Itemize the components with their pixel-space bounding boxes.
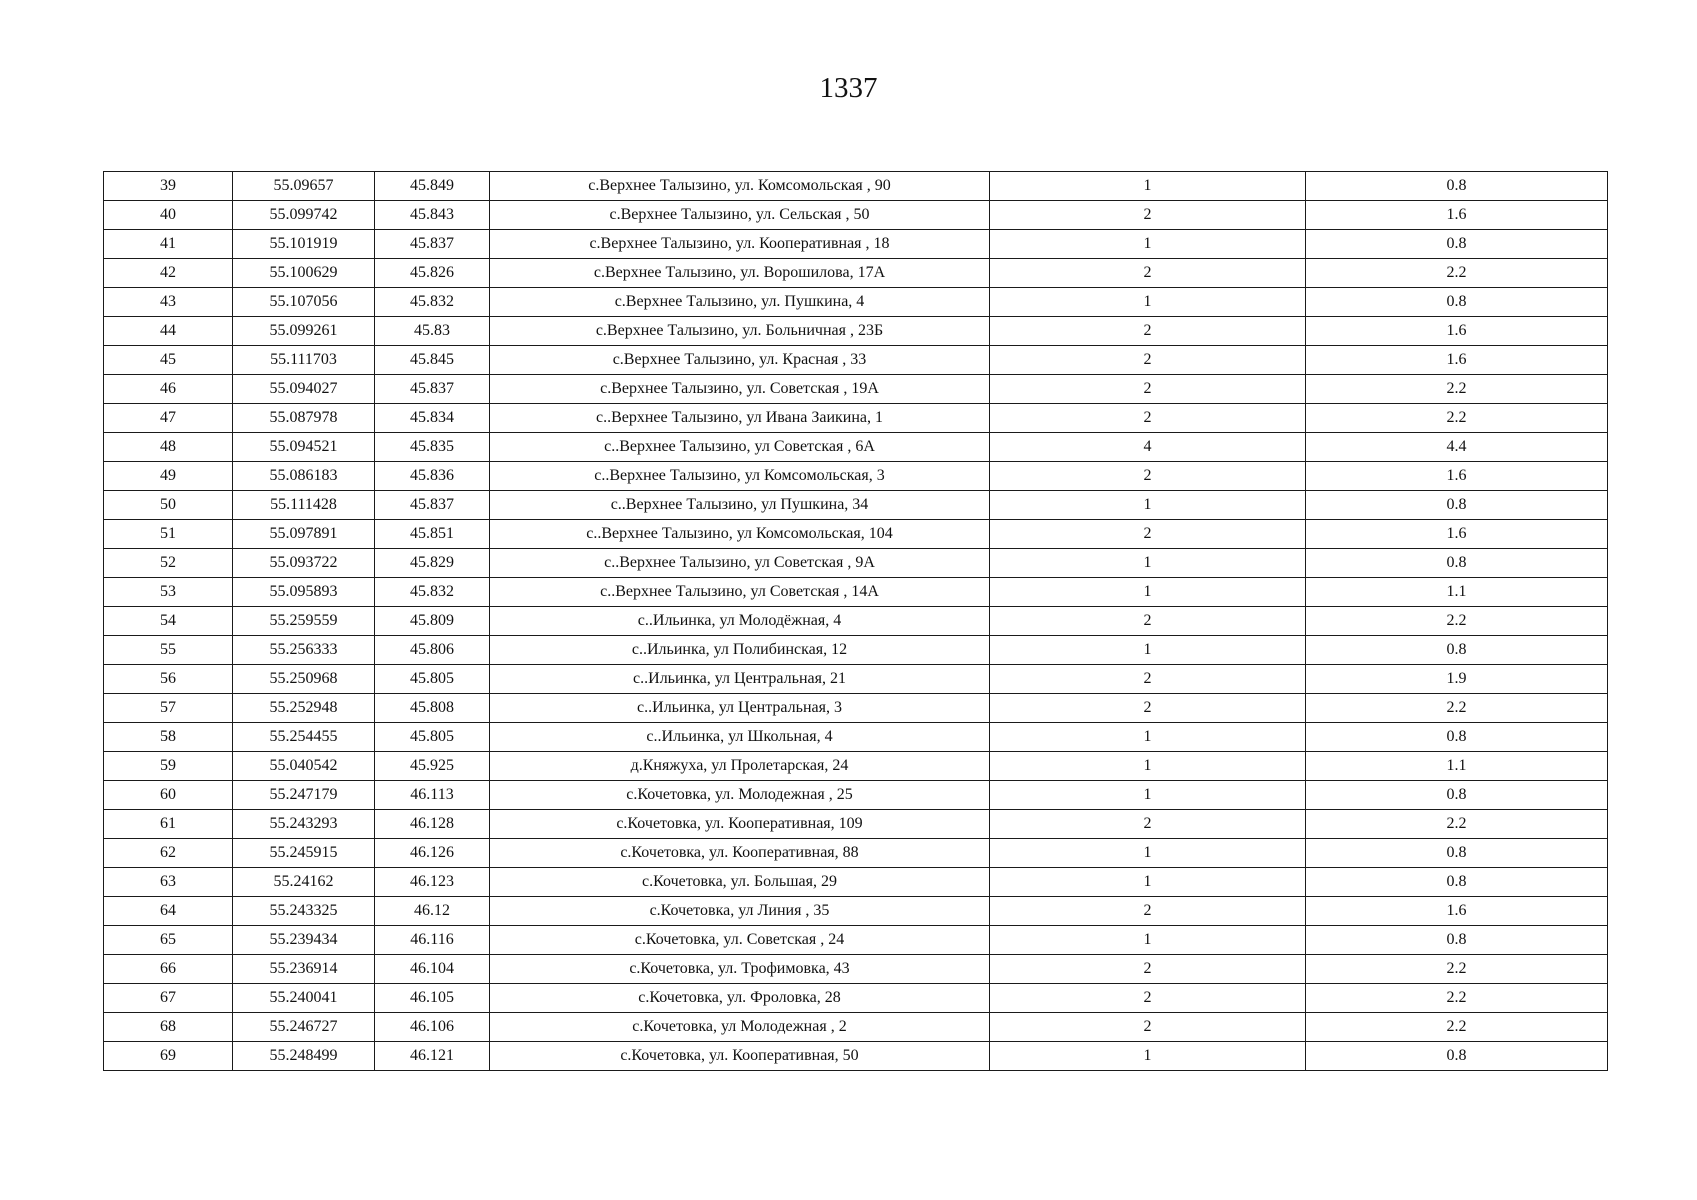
- value-cell: 0.8: [1306, 288, 1608, 317]
- longitude-cell: 46.123: [375, 868, 490, 897]
- count-cell: 2: [990, 375, 1306, 404]
- table-row: [104, 723, 1608, 752]
- count-cell: 1: [990, 926, 1306, 955]
- row-number-cell: 52: [104, 549, 233, 578]
- address-cell: с.Верхнее Талызино, ул. Ворошилова, 17А: [490, 259, 990, 288]
- value-cell: 1.6: [1306, 346, 1608, 375]
- count-cell: 2: [990, 810, 1306, 839]
- address-cell: с..Верхнее Талызино, ул Советская , 9А: [490, 549, 990, 578]
- row-number-cell: 51: [104, 520, 233, 549]
- address-cell: с.Верхнее Талызино, ул. Красная , 33: [490, 346, 990, 375]
- address-cell: с.Кочетовка, ул. Большая, 29: [490, 868, 990, 897]
- latitude-cell: 55.099261: [233, 317, 375, 346]
- table-row: [104, 172, 1608, 201]
- address-cell: с.Кочетовка, ул Молодежная , 2: [490, 1013, 990, 1042]
- value-cell: 2.2: [1306, 984, 1608, 1013]
- count-cell: 2: [990, 259, 1306, 288]
- table-row: [104, 1013, 1608, 1042]
- count-cell: 2: [990, 201, 1306, 230]
- count-cell: 1: [990, 1042, 1306, 1071]
- table-row: [104, 752, 1608, 781]
- longitude-cell: 45.83: [375, 317, 490, 346]
- table-row: [104, 984, 1608, 1013]
- table-row: [104, 288, 1608, 317]
- latitude-cell: 55.252948: [233, 694, 375, 723]
- address-cell: с..Верхнее Талызино, ул Комсомольская, 104: [490, 520, 990, 549]
- count-cell: 2: [990, 1013, 1306, 1042]
- count-cell: 2: [990, 462, 1306, 491]
- address-cell: с..Ильинка, ул Молодёжная, 4: [490, 607, 990, 636]
- address-cell: с.Верхнее Талызино, ул. Сельская , 50: [490, 201, 990, 230]
- address-cell: с.Кочетовка, ул. Советская , 24: [490, 926, 990, 955]
- table-row: [104, 607, 1608, 636]
- row-number-cell: 68: [104, 1013, 233, 1042]
- latitude-cell: 55.254455: [233, 723, 375, 752]
- address-cell: с..Ильинка, ул Центральная, 21: [490, 665, 990, 694]
- row-number-cell: 40: [104, 201, 233, 230]
- latitude-cell: 55.24162: [233, 868, 375, 897]
- longitude-cell: 45.832: [375, 578, 490, 607]
- count-cell: 2: [990, 897, 1306, 926]
- value-cell: 0.8: [1306, 1042, 1608, 1071]
- latitude-cell: 55.243325: [233, 897, 375, 926]
- table-row: [104, 839, 1608, 868]
- longitude-cell: 45.809: [375, 607, 490, 636]
- longitude-cell: 46.121: [375, 1042, 490, 1071]
- latitude-cell: 55.100629: [233, 259, 375, 288]
- count-cell: 1: [990, 723, 1306, 752]
- latitude-cell: 55.243293: [233, 810, 375, 839]
- address-cell: с.Кочетовка, ул. Кооперативная, 88: [490, 839, 990, 868]
- count-cell: 1: [990, 288, 1306, 317]
- row-number-cell: 49: [104, 462, 233, 491]
- latitude-cell: 55.259559: [233, 607, 375, 636]
- address-cell: с.Верхнее Талызино, ул. Пушкина, 4: [490, 288, 990, 317]
- value-cell: 1.6: [1306, 520, 1608, 549]
- count-cell: 1: [990, 636, 1306, 665]
- latitude-cell: 55.111703: [233, 346, 375, 375]
- count-cell: 1: [990, 491, 1306, 520]
- longitude-cell: 45.925: [375, 752, 490, 781]
- address-cell: с.Кочетовка, ул. Трофимовка, 43: [490, 955, 990, 984]
- table-row: [104, 230, 1608, 259]
- value-cell: 0.8: [1306, 636, 1608, 665]
- table-row: [104, 665, 1608, 694]
- value-cell: 0.8: [1306, 926, 1608, 955]
- latitude-cell: 55.094521: [233, 433, 375, 462]
- count-cell: 1: [990, 752, 1306, 781]
- longitude-cell: 45.851: [375, 520, 490, 549]
- value-cell: 2.2: [1306, 694, 1608, 723]
- value-cell: 0.8: [1306, 839, 1608, 868]
- address-cell: с..Верхнее Талызино, ул Советская , 14А: [490, 578, 990, 607]
- longitude-cell: 46.126: [375, 839, 490, 868]
- table-row: [104, 346, 1608, 375]
- count-cell: 1: [990, 839, 1306, 868]
- row-number-cell: 63: [104, 868, 233, 897]
- value-cell: 0.8: [1306, 868, 1608, 897]
- longitude-cell: 46.116: [375, 926, 490, 955]
- value-cell: 1.6: [1306, 201, 1608, 230]
- count-cell: 2: [990, 984, 1306, 1013]
- row-number-cell: 66: [104, 955, 233, 984]
- row-number-cell: 57: [104, 694, 233, 723]
- longitude-cell: 46.105: [375, 984, 490, 1013]
- row-number-cell: 54: [104, 607, 233, 636]
- table-row: [104, 462, 1608, 491]
- row-number-cell: 56: [104, 665, 233, 694]
- value-cell: 0.8: [1306, 723, 1608, 752]
- longitude-cell: 45.845: [375, 346, 490, 375]
- value-cell: 1.1: [1306, 578, 1608, 607]
- table-row: [104, 317, 1608, 346]
- count-cell: 2: [990, 346, 1306, 375]
- table-row: [104, 781, 1608, 810]
- longitude-cell: 45.805: [375, 723, 490, 752]
- address-cell: с.Кочетовка, ул. Кооперативная, 109: [490, 810, 990, 839]
- count-cell: 1: [990, 230, 1306, 259]
- latitude-cell: 55.256333: [233, 636, 375, 665]
- longitude-cell: 45.837: [375, 230, 490, 259]
- longitude-cell: 45.829: [375, 549, 490, 578]
- table-row: [104, 549, 1608, 578]
- longitude-cell: 45.808: [375, 694, 490, 723]
- longitude-cell: 45.806: [375, 636, 490, 665]
- value-cell: 2.2: [1306, 607, 1608, 636]
- row-number-cell: 64: [104, 897, 233, 926]
- longitude-cell: 45.832: [375, 288, 490, 317]
- longitude-cell: 45.837: [375, 375, 490, 404]
- row-number-cell: 58: [104, 723, 233, 752]
- address-cell: с.Верхнее Талызино, ул. Больничная , 23Б: [490, 317, 990, 346]
- latitude-cell: 55.107056: [233, 288, 375, 317]
- data-table: [103, 171, 1608, 1071]
- count-cell: 2: [990, 404, 1306, 433]
- value-cell: 0.8: [1306, 549, 1608, 578]
- table-row: [104, 955, 1608, 984]
- longitude-cell: 45.849: [375, 172, 490, 201]
- table-row: [104, 636, 1608, 665]
- longitude-cell: 46.104: [375, 955, 490, 984]
- row-number-cell: 59: [104, 752, 233, 781]
- address-cell: с.Верхнее Талызино, ул. Советская , 19А: [490, 375, 990, 404]
- latitude-cell: 55.248499: [233, 1042, 375, 1071]
- value-cell: 2.2: [1306, 1013, 1608, 1042]
- row-number-cell: 43: [104, 288, 233, 317]
- table-row: [104, 259, 1608, 288]
- count-cell: 2: [990, 607, 1306, 636]
- latitude-cell: 55.097891: [233, 520, 375, 549]
- longitude-cell: 46.12: [375, 897, 490, 926]
- address-cell: с..Верхнее Талызино, ул Советская , 6А: [490, 433, 990, 462]
- table-row: [104, 810, 1608, 839]
- value-cell: 0.8: [1306, 230, 1608, 259]
- table-row: [104, 694, 1608, 723]
- table-body: [104, 172, 1608, 1071]
- longitude-cell: 45.835: [375, 433, 490, 462]
- count-cell: 2: [990, 955, 1306, 984]
- latitude-cell: 55.236914: [233, 955, 375, 984]
- count-cell: 1: [990, 549, 1306, 578]
- count-cell: 2: [990, 520, 1306, 549]
- table-row: [104, 578, 1608, 607]
- table-row: [104, 433, 1608, 462]
- count-cell: 2: [990, 665, 1306, 694]
- table-row: [104, 491, 1608, 520]
- latitude-cell: 55.239434: [233, 926, 375, 955]
- latitude-cell: 55.086183: [233, 462, 375, 491]
- row-number-cell: 39: [104, 172, 233, 201]
- longitude-cell: 45.834: [375, 404, 490, 433]
- value-cell: 1.1: [1306, 752, 1608, 781]
- count-cell: 2: [990, 694, 1306, 723]
- row-number-cell: 61: [104, 810, 233, 839]
- latitude-cell: 55.246727: [233, 1013, 375, 1042]
- latitude-cell: 55.111428: [233, 491, 375, 520]
- address-cell: с.Кочетовка, ул Линия , 35: [490, 897, 990, 926]
- table-row: [104, 868, 1608, 897]
- row-number-cell: 62: [104, 839, 233, 868]
- row-number-cell: 41: [104, 230, 233, 259]
- address-cell: с..Верхнее Талызино, ул Комсомольская, 3: [490, 462, 990, 491]
- value-cell: 0.8: [1306, 781, 1608, 810]
- value-cell: 2.2: [1306, 404, 1608, 433]
- longitude-cell: 46.113: [375, 781, 490, 810]
- address-cell: с.Верхнее Талызино, ул. Кооперативная , 18: [490, 230, 990, 259]
- row-number-cell: 55: [104, 636, 233, 665]
- address-cell: д.Княжуха, ул Пролетарская, 24: [490, 752, 990, 781]
- row-number-cell: 45: [104, 346, 233, 375]
- value-cell: 4.4: [1306, 433, 1608, 462]
- count-cell: 1: [990, 172, 1306, 201]
- longitude-cell: 45.837: [375, 491, 490, 520]
- table-row: [104, 201, 1608, 230]
- row-number-cell: 47: [104, 404, 233, 433]
- count-cell: 1: [990, 781, 1306, 810]
- value-cell: 2.2: [1306, 375, 1608, 404]
- value-cell: 2.2: [1306, 810, 1608, 839]
- address-cell: с.Кочетовка, ул. Фроловка, 28: [490, 984, 990, 1013]
- count-cell: 1: [990, 868, 1306, 897]
- row-number-cell: 65: [104, 926, 233, 955]
- latitude-cell: 55.094027: [233, 375, 375, 404]
- longitude-cell: 45.836: [375, 462, 490, 491]
- latitude-cell: 55.240041: [233, 984, 375, 1013]
- address-cell: с.Кочетовка, ул. Молодежная , 25: [490, 781, 990, 810]
- value-cell: 2.2: [1306, 259, 1608, 288]
- row-number-cell: 48: [104, 433, 233, 462]
- row-number-cell: 46: [104, 375, 233, 404]
- table-row: [104, 926, 1608, 955]
- table-row: [104, 1042, 1608, 1071]
- longitude-cell: 45.826: [375, 259, 490, 288]
- latitude-cell: 55.095893: [233, 578, 375, 607]
- row-number-cell: 44: [104, 317, 233, 346]
- address-cell: с.Кочетовка, ул. Кооперативная, 50: [490, 1042, 990, 1071]
- table-row: [104, 404, 1608, 433]
- address-cell: с.Верхнее Талызино, ул. Комсомольская , 90: [490, 172, 990, 201]
- value-cell: 1.9: [1306, 665, 1608, 694]
- latitude-cell: 55.250968: [233, 665, 375, 694]
- page-number: 1337: [819, 72, 878, 104]
- address-cell: с..Ильинка, ул Центральная, 3: [490, 694, 990, 723]
- row-number-cell: 50: [104, 491, 233, 520]
- value-cell: 1.6: [1306, 462, 1608, 491]
- row-number-cell: 42: [104, 259, 233, 288]
- longitude-cell: 45.805: [375, 665, 490, 694]
- row-number-cell: 69: [104, 1042, 233, 1071]
- value-cell: 1.6: [1306, 317, 1608, 346]
- count-cell: 1: [990, 578, 1306, 607]
- longitude-cell: 46.106: [375, 1013, 490, 1042]
- longitude-cell: 46.128: [375, 810, 490, 839]
- row-number-cell: 67: [104, 984, 233, 1013]
- latitude-cell: 55.101919: [233, 230, 375, 259]
- latitude-cell: 55.099742: [233, 201, 375, 230]
- count-cell: 2: [990, 317, 1306, 346]
- address-cell: с..Ильинка, ул Школьная, 4: [490, 723, 990, 752]
- address-cell: с..Ильинка, ул Полибинская, 12: [490, 636, 990, 665]
- latitude-cell: 55.093722: [233, 549, 375, 578]
- table-row: [104, 375, 1608, 404]
- latitude-cell: 55.09657: [233, 172, 375, 201]
- value-cell: 1.6: [1306, 897, 1608, 926]
- latitude-cell: 55.087978: [233, 404, 375, 433]
- count-cell: 4: [990, 433, 1306, 462]
- latitude-cell: 55.245915: [233, 839, 375, 868]
- row-number-cell: 53: [104, 578, 233, 607]
- value-cell: 0.8: [1306, 172, 1608, 201]
- table-row: [104, 897, 1608, 926]
- row-number-cell: 60: [104, 781, 233, 810]
- latitude-cell: 55.040542: [233, 752, 375, 781]
- table-row: [104, 520, 1608, 549]
- address-cell: с..Верхнее Талызино, ул Пушкина, 34: [490, 491, 990, 520]
- latitude-cell: 55.247179: [233, 781, 375, 810]
- longitude-cell: 45.843: [375, 201, 490, 230]
- value-cell: 0.8: [1306, 491, 1608, 520]
- address-cell: с..Верхнее Талызино, ул Ивана Заикина, 1: [490, 404, 990, 433]
- value-cell: 2.2: [1306, 955, 1608, 984]
